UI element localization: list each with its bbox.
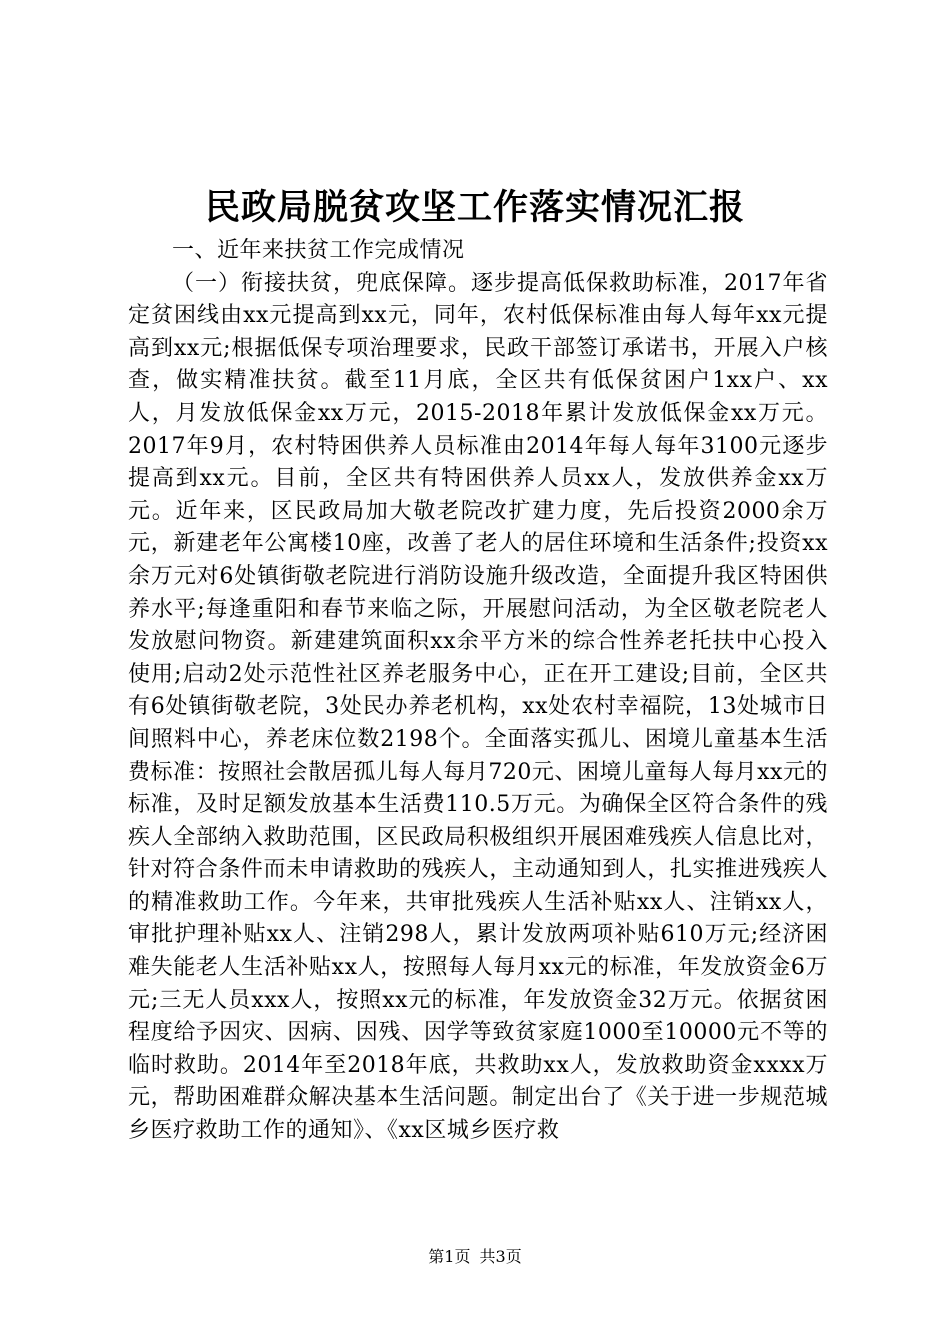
body-paragraph: （一）衔接扶贫，兜底保障。逐步提高低保救助标准，2017年省定贫困线由xx元提高到xx元，同年，农村低保标准由每人每年xx元提高到xx元;根据低保专项治理要求，民政干部签订承诺书，开展入户核查，做实精准扶贫。截至11月底，全区共有低保贫困户1xx户、xx人，月发放低保金xx万元，2015-2018年累计发放低保金xx万元。2017年9月，农村特困供养人员标准由2014年每人每年3100元逐步提高到xx元。目前，全区共有特困供养人员xx人，发放供养金xx万元。近年来，区民政局加大敬老院改扩建力度，先后投资2000余万元，新建老年公寓楼10座，改善了老人的居住环境和生活条件;投资xx余万元对6处镇街敬老院进行消防设施升级改造，全面提升我区特困供养水平;每逢重阳和春节来临之际，开展慰问活动，为全区敬老院老人发放慰问物资。新建建筑面积xx余平方米的综合性养老托扶中心投入使用;启动2处示范性社区养老服务中心，正在开工建设;目前，全区共有6处镇街敬老院，3处民办养老机构，xx处农村幸福院，13处城市日间照料中心，养老床位数2198个。全面落实孤儿、困境儿童基本生活费标准：按照社会散居孤儿每人每月720元、困境儿童每人每月xx元的标准，及时足额发放基本生活费110.5万元。为确保全区符合条件的残疾人全部纳入救助范围，区民政局积极组织开展困难残疾人信息比对，针对符合条件而未申请救助的残疾人，主动通知到人，扎实推进残疾人的精准救助工作。今年来，共审批残疾人生活补贴xx人、注销xx人，审批护理补贴xx人、注销298人，累计发放两项补贴610万元;经济困难失能老人生活补贴xx人，按照每人每月xx元的标准，年发放资金6万元;三无人员xxx人，按照xx元的标准，年发放资金32万元。依据贫困程度给予因灾、因病、因残、因学等致贫家庭1000至10000元不等的临时救助。2014年至2018年底，共救助xx人，发放救助资金xxxx万元，帮助困难群众解决基本生活问题。制定出台了《关于进一步规范城乡医疗救助工作的通知》、《xx区城乡医疗救: [128, 270, 828, 1144]
page-footer: [0, 1247, 950, 1267]
document-body: [128, 235, 828, 1148]
section-heading: 一、近年来扶贫工作完成情况: [172, 238, 465, 263]
page-number: 第1页: [428, 1247, 471, 1266]
document-title: 民政局脱贫攻坚工作落实情况汇报: [204, 187, 745, 228]
page-total: 共3页: [479, 1247, 522, 1266]
